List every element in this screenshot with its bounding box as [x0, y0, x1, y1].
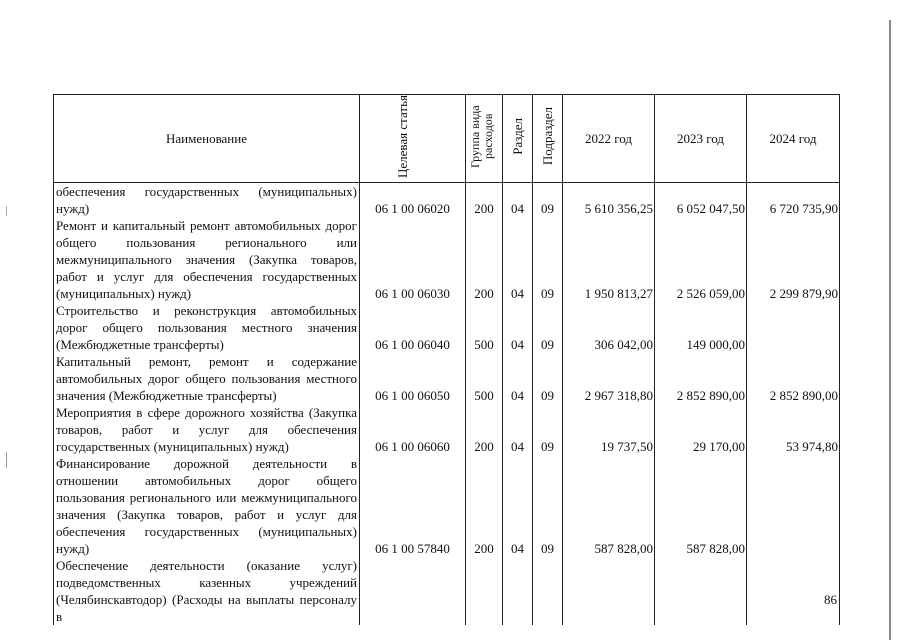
header-target-article: Целевая статья [360, 95, 466, 183]
target-article-cell: 06 1 00 06030 [360, 217, 466, 302]
subsection-cell: 09 [533, 455, 563, 557]
table-row [54, 183, 840, 218]
target-article-cell [360, 557, 466, 625]
page-edge-line [889, 20, 891, 640]
table-row [54, 302, 840, 353]
section-cell: 04 [503, 302, 533, 353]
amount-2023-cell: 149 000,00 [655, 302, 747, 353]
header-year-2022: 2022 год [563, 95, 655, 183]
table-row [54, 404, 840, 455]
scan-mark [6, 206, 7, 216]
name-cell: Финансирование дорожной деятельности в отношении автомобильных дорог общего пользования регионального или межмуниципального значения (Закупка товаров, работ и услуг для обеспечения государственных (муниципальных) нужд) [54, 455, 360, 557]
section-cell: 04 [503, 183, 533, 218]
section-cell [503, 557, 533, 625]
amount-2024-cell [747, 455, 840, 557]
name-cell: Капитальный ремонт, ремонт и содержание автомобильных дорог общего пользования местного значения (Межбюджетные трансферты) [54, 353, 360, 404]
budget-table [53, 94, 840, 625]
expense-group-cell: 200 [466, 404, 503, 455]
amount-2022-cell: 306 042,00 [563, 302, 655, 353]
name-cell: Ремонт и капитальный ремонт автомобильных дорог общего пользования регионального или межмуниципального значения (Закупка товаров, работ и услуг для обеспечения государственных (муниципальных) нужд) [54, 217, 360, 302]
target-article-cell: 06 1 00 06040 [360, 302, 466, 353]
name-cell: Строительство и реконструкция автомобильных дорог общего пользования местного значения (Межбюджетные трансферты) [54, 302, 360, 353]
header-name: Наименование [54, 95, 360, 183]
table-row [54, 557, 840, 625]
amount-2023-cell: 2 852 890,00 [655, 353, 747, 404]
header-expense-group: Группа вида расходов [466, 95, 503, 183]
amount-2023-cell: 2 526 059,00 [655, 217, 747, 302]
section-cell: 04 [503, 455, 533, 557]
subsection-cell: 09 [533, 217, 563, 302]
target-article-cell: 06 1 00 06020 [360, 183, 466, 218]
section-cell: 04 [503, 353, 533, 404]
table-row [54, 353, 840, 404]
subsection-cell: 09 [533, 404, 563, 455]
amount-2024-cell: 2 299 879,90 [747, 217, 840, 302]
expense-group-cell: 500 [466, 353, 503, 404]
target-article-cell: 06 1 00 06060 [360, 404, 466, 455]
expense-group-cell: 200 [466, 183, 503, 218]
amount-2022-cell: 587 828,00 [563, 455, 655, 557]
section-cell: 04 [503, 404, 533, 455]
header-year-2023: 2023 год [655, 95, 747, 183]
name-cell: Обеспечение деятельности (оказание услуг) подведомственных казенных учреждений (Челябинскавтодор) (Расходы на выплаты персоналу в [54, 557, 360, 625]
section-cell: 04 [503, 217, 533, 302]
amount-2022-cell [563, 557, 655, 625]
target-article-cell: 06 1 00 06050 [360, 353, 466, 404]
subsection-cell [533, 557, 563, 625]
expense-group-cell [466, 557, 503, 625]
amount-2023-cell [655, 557, 747, 625]
target-article-cell: 06 1 00 57840 [360, 455, 466, 557]
expense-group-cell: 500 [466, 302, 503, 353]
amount-2024-cell: 2 852 890,00 [747, 353, 840, 404]
table-row [54, 217, 840, 302]
name-cell: обеспечения государственных (муниципальных) нужд) [54, 183, 360, 218]
header-year-2024: 2024 год [747, 95, 840, 183]
amount-2024-cell [747, 302, 840, 353]
scan-mark [6, 452, 7, 468]
table-row [54, 455, 840, 557]
amount-2023-cell: 6 052 047,50 [655, 183, 747, 218]
subsection-cell: 09 [533, 353, 563, 404]
expense-group-cell: 200 [466, 455, 503, 557]
amount-2024-cell: 6 720 735,90 [747, 183, 840, 218]
subsection-cell: 09 [533, 183, 563, 218]
amount-2024-cell [747, 557, 840, 625]
amount-2024-cell: 53 974,80 [747, 404, 840, 455]
page-number: 86 [824, 592, 837, 607]
expense-group-cell: 200 [466, 217, 503, 302]
amount-2023-cell: 587 828,00 [655, 455, 747, 557]
amount-2022-cell: 2 967 318,80 [563, 353, 655, 404]
header-subsection: Подраздел [533, 95, 563, 183]
subsection-cell: 09 [533, 302, 563, 353]
table-header-row [54, 95, 840, 183]
amount-2022-cell: 1 950 813,27 [563, 217, 655, 302]
name-cell: Мероприятия в сфере дорожного хозяйства (Закупка товаров, работ и услуг для обеспечения государственных (муниципальных) нужд) [54, 404, 360, 455]
amount-2022-cell: 5 610 356,25 [563, 183, 655, 218]
amount-2023-cell: 29 170,00 [655, 404, 747, 455]
header-section: Раздел [503, 95, 533, 183]
amount-2022-cell: 19 737,50 [563, 404, 655, 455]
